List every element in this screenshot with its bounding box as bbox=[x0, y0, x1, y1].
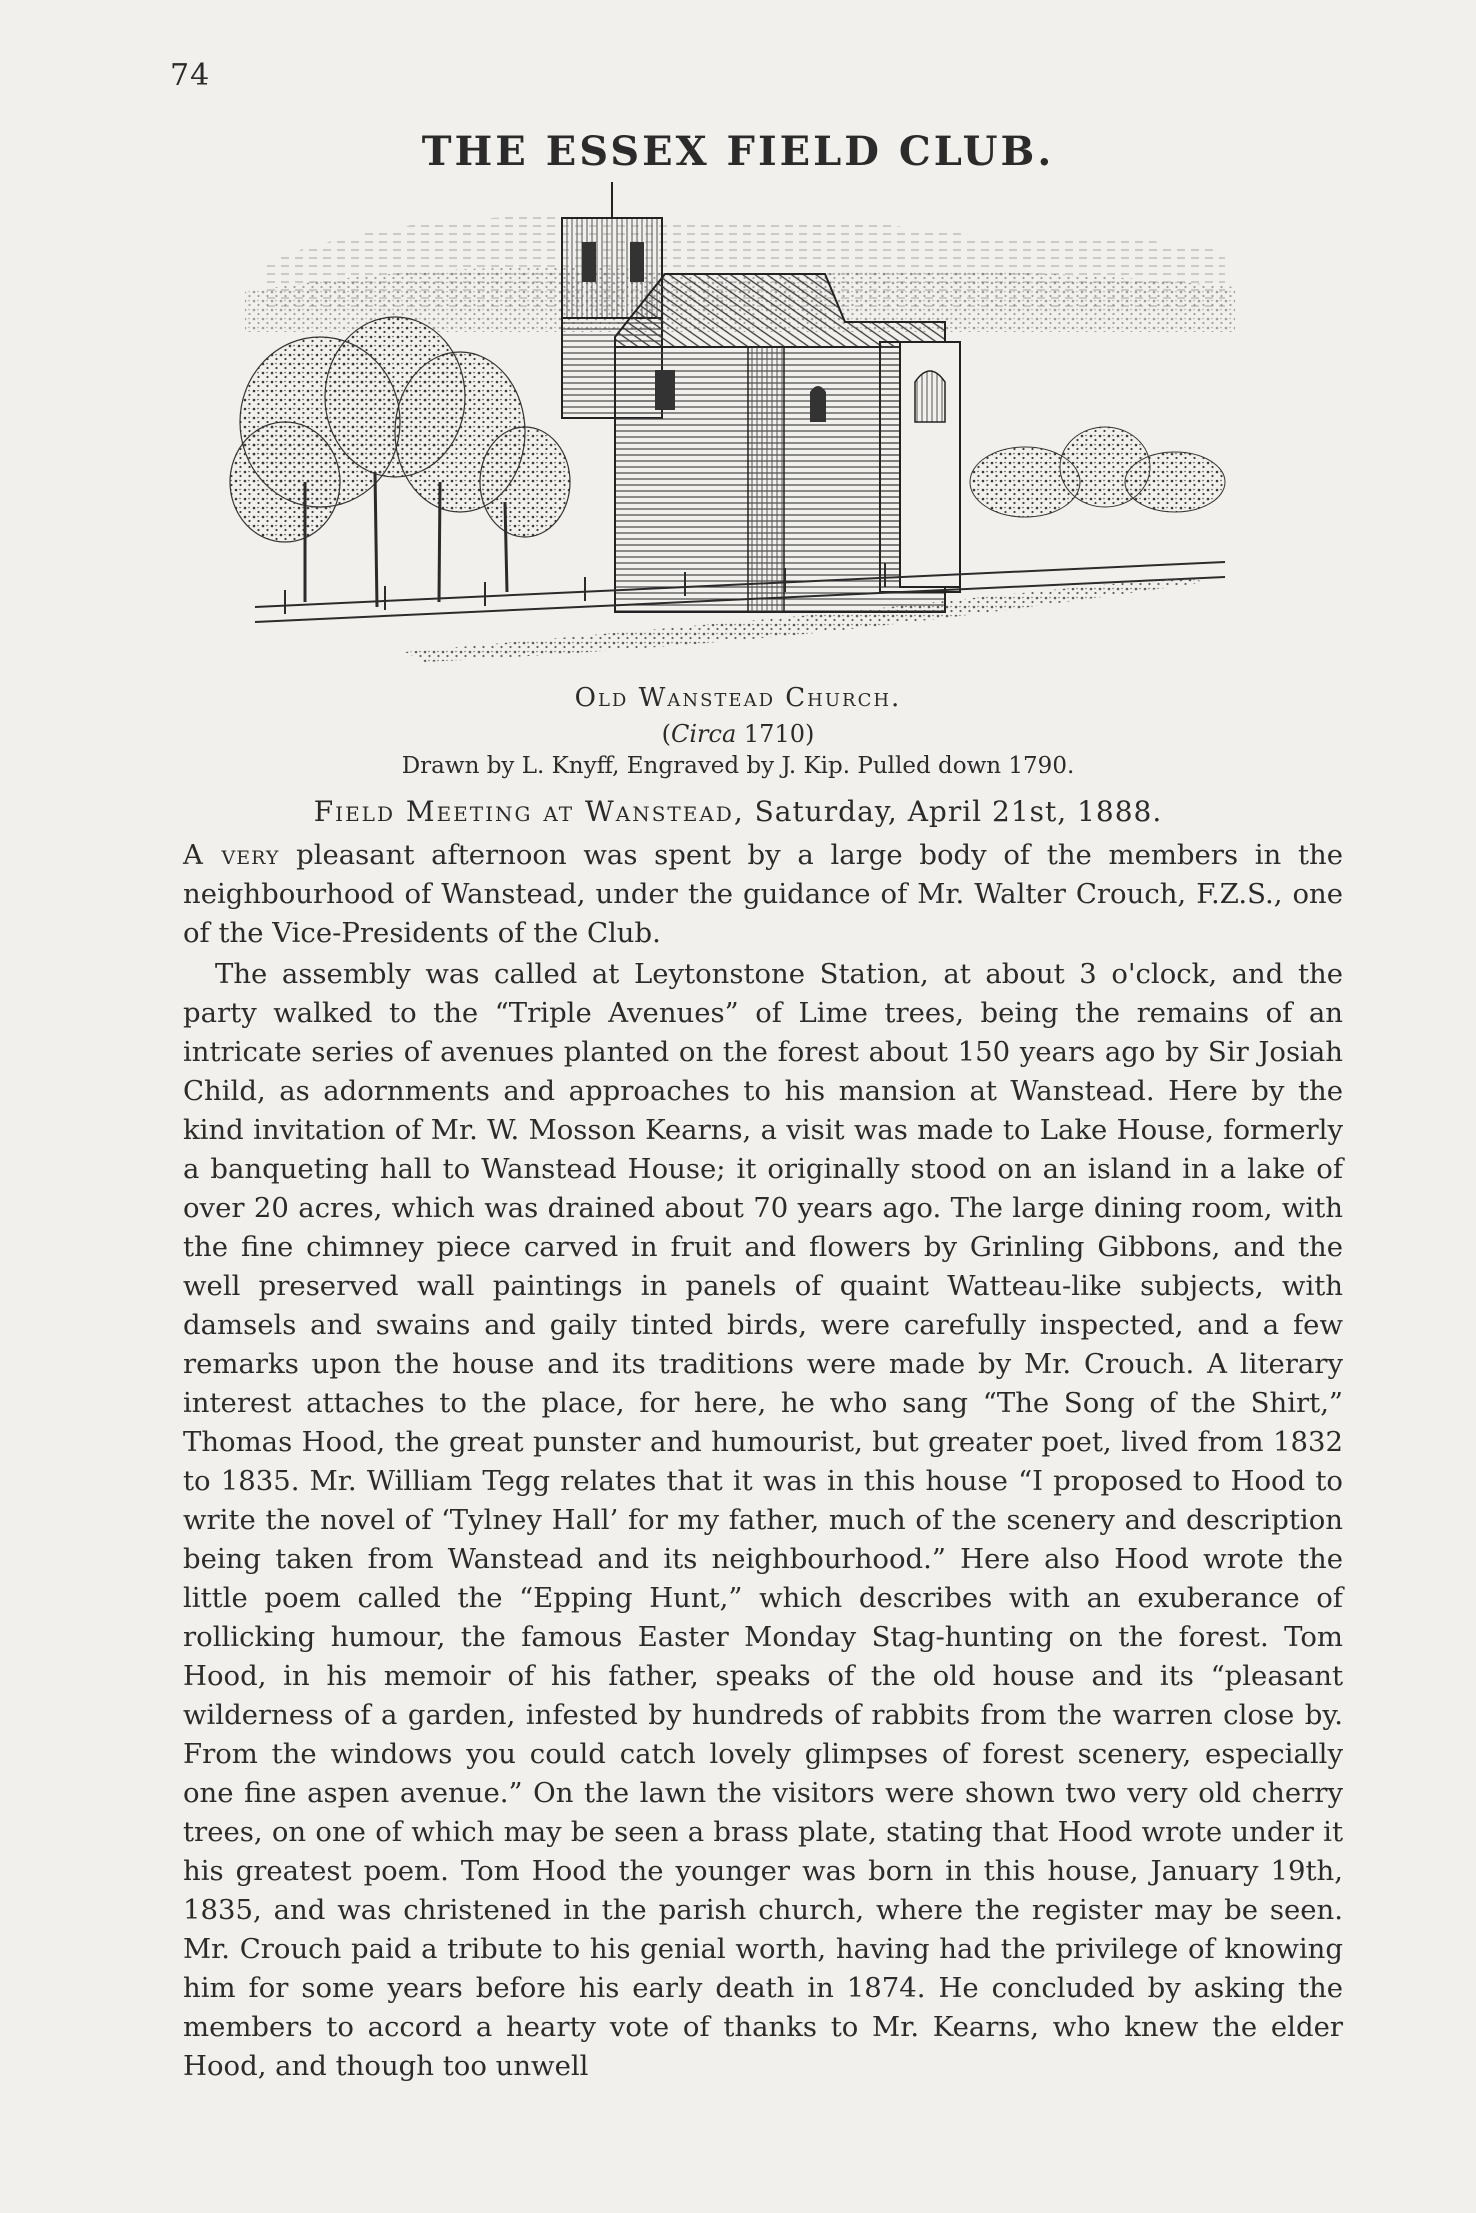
church-engraving bbox=[225, 182, 1270, 672]
meeting-heading bbox=[0, 795, 1476, 828]
figure-credit: Drawn by L. Knyff, Engraved by J. Kip. Pulled down 1790. bbox=[401, 753, 1075, 779]
paragraph-1-text: pleasant afternoon was spent by a large body of the members in the neighbourhood of Wanstead, under the guidance of Mr. Walter Crouch, F.Z.S., one of the Vice-Presidents of the Club. bbox=[183, 839, 1343, 949]
page-number: 74 bbox=[170, 58, 211, 93]
meeting-heading-date: Saturday, April 21st, 1888. bbox=[754, 795, 1163, 828]
figure-year: 1710 bbox=[743, 720, 805, 748]
paragraph-1 bbox=[183, 836, 1343, 953]
meeting-heading-title: Field Meeting at Wanstead, bbox=[313, 795, 745, 828]
figure-date: (Circa 1710) bbox=[661, 720, 815, 748]
figure-title: Old Wanstead Church. bbox=[574, 683, 902, 713]
running-head: THE ESSEX FIELD CLUB. bbox=[421, 128, 1055, 175]
article-body bbox=[183, 836, 1343, 2086]
trees-left bbox=[230, 317, 570, 542]
lead-word: A very bbox=[183, 839, 280, 871]
paragraph-2: The assembly was called at Leytonstone Station, at about 3 o'clock, and the party walked to the “Triple Avenues” of Lime trees, being the remains of an intricate series of avenues planted on the forest about 150 years ago by Sir Josiah Child, as adornments and approaches to his mansion at Wanstead. Here by the kind invitation of Mr. W. Mosson Kearns, a visit was made to Lake House, formerly a banqueting hall to Wanstead House; it originally stood on an island in a lake of over 20 acres, which was drained about 70 years ago. The large dining room, with the fine chimney piece carved in fruit and flowers by Grinling Gibbons, and the well preserved wall paintings in panels of quaint Watteau-like subjects, with damsels and swains and gaily tinted birds, were carefully inspected, and a few remarks upon the house and its traditions were made by Mr. Crouch. A literary interest attaches to the place, for here, he who sang “The Song of the Shirt,” Thomas Hood, the great punster and humourist, but greater poet, lived from 1832 to 1835. Mr. William Tegg relates that it was in this house “I proposed to Hood to write the novel of ‘Tylney Hall’ for my father, much of the scenery and description being taken from Wanstead and its neighbourhood.” Here also Hood wrote the little poem called the “Epping Hunt,” which describes with an exuberance of rollicking humour, the famous Easter Monday Stag-hunting on the forest. Tom Hood, in his memoir of his father, speaks of the old house and its “pleasant wilderness of a garden, infested by hundreds of rabbits from the warren close by. From the windows you could catch lovely glimpses of forest scenery, especially one fine aspen avenue.” On the lawn the visitors were shown two very old cherry trees, on one of which may be seen a brass plate, stating that Hood wrote under it his greatest poem. Tom Hood the younger was born in this house, January 19th, 1835, and was christened in the parish church, where the register may be seen. Mr. Crouch paid a tribute to his genial worth, having had the privilege of knowing him for some years before his early death in 1874. He concluded by asking the members to accord a hearty vote of thanks to Mr. Kearns, who knew the elder Hood, and though too unwell bbox=[183, 958, 1343, 2082]
figure-circa: Circa bbox=[671, 720, 737, 748]
